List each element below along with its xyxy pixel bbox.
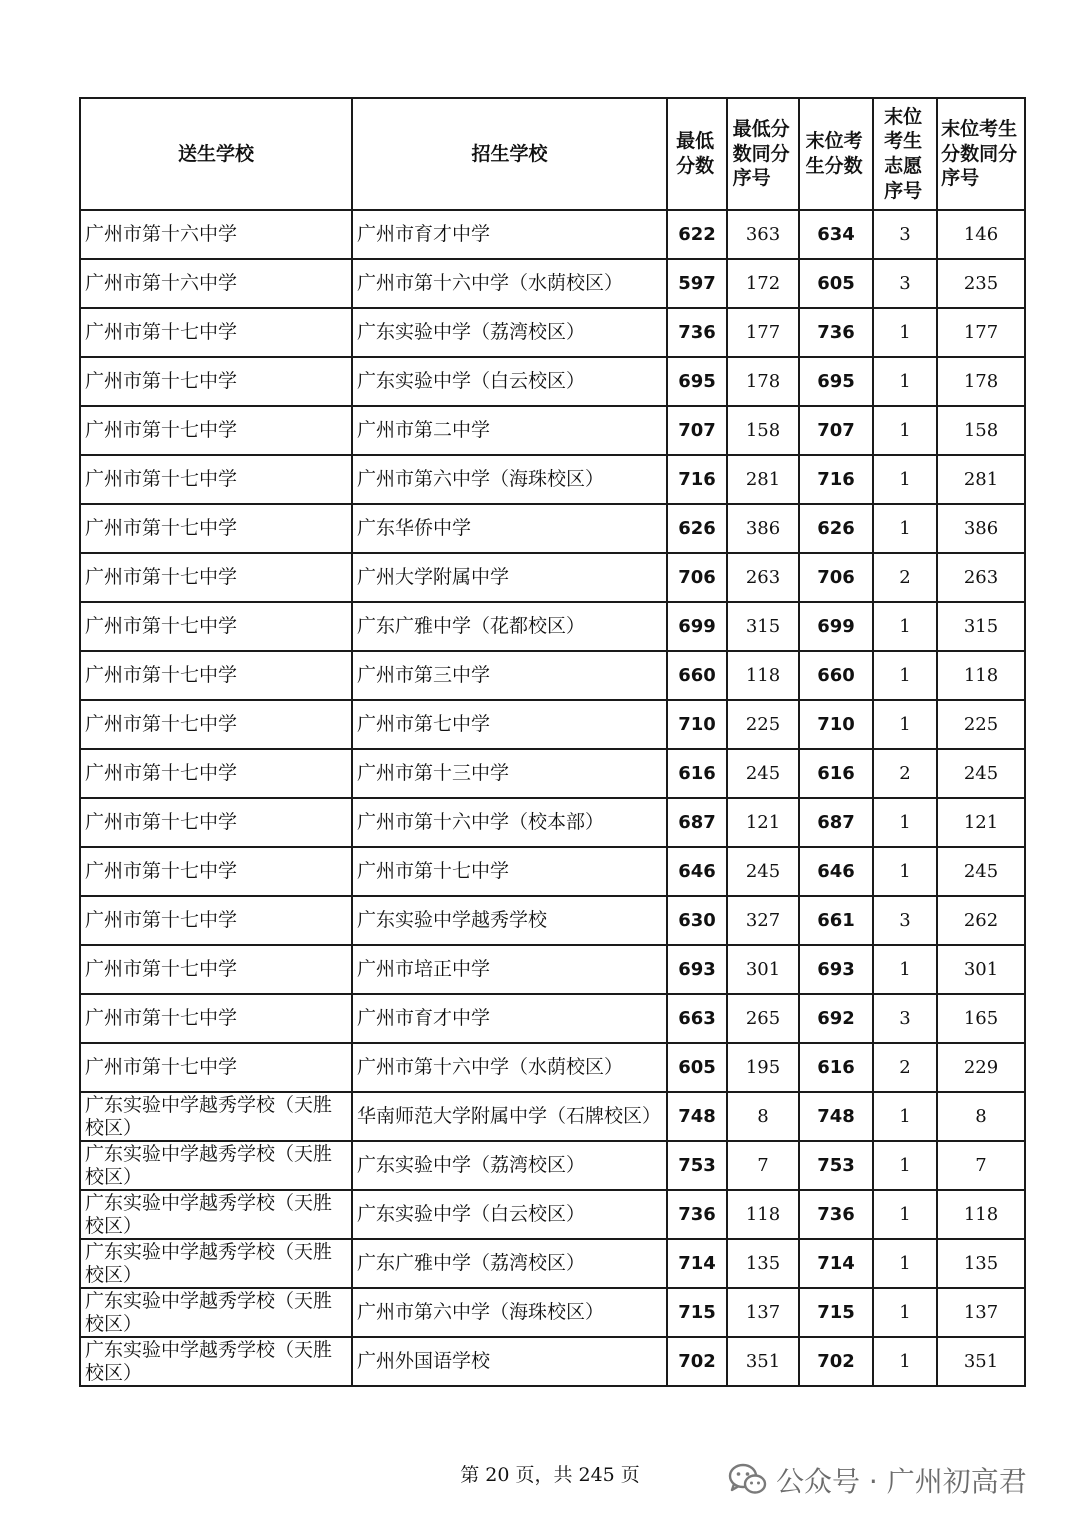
- table-row: [80, 1288, 1025, 1337]
- last-score-cell: 715: [799, 1288, 873, 1337]
- admitting-school-cell: 广东广雅中学（花都校区）: [352, 602, 667, 651]
- last-score-cell: 634: [799, 210, 873, 259]
- watermark: [728, 1458, 1027, 1502]
- sending-school-cell: 广州市第十七中学: [80, 357, 352, 406]
- min-score-tie-rank-cell: 245: [727, 847, 799, 896]
- sending-school-cell: 广东实验中学越秀学校（天胜校区）: [80, 1092, 352, 1141]
- admitting-school-cell: 广州大学附属中学: [352, 553, 667, 602]
- min-score-tie-rank-cell: 195: [727, 1043, 799, 1092]
- min-score-cell: 616: [667, 749, 727, 798]
- last-choice-rank-cell: 1: [873, 1239, 937, 1288]
- last-score-tie-rank-cell: 146: [937, 210, 1025, 259]
- sending-school-cell: 广州市第十六中学: [80, 210, 352, 259]
- table-row: [80, 210, 1025, 259]
- sending-school-cell: 广东实验中学越秀学校（天胜校区）: [80, 1239, 352, 1288]
- table-row: [80, 651, 1025, 700]
- sending-school-cell: 广州市第十七中学: [80, 1043, 352, 1092]
- last-choice-rank-cell: 1: [873, 602, 937, 651]
- min-score-tie-rank-cell: 327: [727, 896, 799, 945]
- table-row: [80, 896, 1025, 945]
- min-score-cell: 695: [667, 357, 727, 406]
- last-score-cell: 692: [799, 994, 873, 1043]
- min-score-cell: 748: [667, 1092, 727, 1141]
- last-score-tie-rank-cell: 121: [937, 798, 1025, 847]
- admitting-school-cell: 广州市第十六中学（水荫校区）: [352, 259, 667, 308]
- wechat-icon: [728, 1463, 768, 1497]
- sending-school-cell: 广东实验中学越秀学校（天胜校区）: [80, 1288, 352, 1337]
- last-score-tie-rank-cell: 165: [937, 994, 1025, 1043]
- table-body: [80, 210, 1025, 1386]
- header-last-score: 末位考生分数: [799, 98, 873, 210]
- last-score-tie-rank-cell: 245: [937, 847, 1025, 896]
- min-score-tie-rank-cell: 8: [727, 1092, 799, 1141]
- last-choice-rank-cell: 1: [873, 1141, 937, 1190]
- last-score-cell: 695: [799, 357, 873, 406]
- last-score-tie-rank-cell: 281: [937, 455, 1025, 504]
- last-score-cell: 710: [799, 700, 873, 749]
- min-score-tie-rank-cell: 135: [727, 1239, 799, 1288]
- min-score-cell: 699: [667, 602, 727, 651]
- admitting-school-cell: 广州市第十六中学（水荫校区）: [352, 1043, 667, 1092]
- last-score-tie-rank-cell: 225: [937, 700, 1025, 749]
- table-row: [80, 308, 1025, 357]
- last-score-tie-rank-cell: 263: [937, 553, 1025, 602]
- last-choice-rank-cell: 1: [873, 945, 937, 994]
- last-score-tie-rank-cell: 135: [937, 1239, 1025, 1288]
- last-score-cell: 748: [799, 1092, 873, 1141]
- last-choice-rank-cell: 3: [873, 896, 937, 945]
- last-score-cell: 616: [799, 1043, 873, 1092]
- min-score-cell: 706: [667, 553, 727, 602]
- last-choice-rank-cell: 3: [873, 994, 937, 1043]
- table-row: [80, 945, 1025, 994]
- min-score-cell: 753: [667, 1141, 727, 1190]
- admitting-school-cell: 广东实验中学越秀学校: [352, 896, 667, 945]
- admitting-school-cell: 广州市育才中学: [352, 210, 667, 259]
- sending-school-cell: 广州市第十七中学: [80, 308, 352, 357]
- table-row: [80, 1190, 1025, 1239]
- table-header-row: [80, 98, 1025, 210]
- last-choice-rank-cell: 3: [873, 210, 937, 259]
- min-score-tie-rank-cell: 301: [727, 945, 799, 994]
- min-score-tie-rank-cell: 363: [727, 210, 799, 259]
- min-score-cell: 687: [667, 798, 727, 847]
- admitting-school-cell: 广州市第二中学: [352, 406, 667, 455]
- table-row: [80, 553, 1025, 602]
- table-row: [80, 504, 1025, 553]
- table-row: [80, 1092, 1025, 1141]
- last-choice-rank-cell: 1: [873, 455, 937, 504]
- admitting-school-cell: 广东实验中学（白云校区）: [352, 1190, 667, 1239]
- last-choice-rank-cell: 1: [873, 406, 937, 455]
- admitting-school-cell: 广东实验中学（荔湾校区）: [352, 1141, 667, 1190]
- admitting-school-cell: 广州市第三中学: [352, 651, 667, 700]
- last-score-tie-rank-cell: 137: [937, 1288, 1025, 1337]
- min-score-tie-rank-cell: 177: [727, 308, 799, 357]
- min-score-cell: 707: [667, 406, 727, 455]
- sending-school-cell: 广州市第十七中学: [80, 455, 352, 504]
- last-score-cell: 707: [799, 406, 873, 455]
- last-score-cell: 714: [799, 1239, 873, 1288]
- table-row: [80, 406, 1025, 455]
- last-score-tie-rank-cell: 178: [937, 357, 1025, 406]
- min-score-tie-rank-cell: 158: [727, 406, 799, 455]
- table-row: [80, 1337, 1025, 1386]
- min-score-tie-rank-cell: 172: [727, 259, 799, 308]
- last-score-tie-rank-cell: 301: [937, 945, 1025, 994]
- last-score-cell: 661: [799, 896, 873, 945]
- min-score-cell: 646: [667, 847, 727, 896]
- last-choice-rank-cell: 2: [873, 553, 937, 602]
- last-score-cell: 605: [799, 259, 873, 308]
- last-score-cell: 706: [799, 553, 873, 602]
- admitting-school-cell: 广州市第六中学（海珠校区）: [352, 455, 667, 504]
- min-score-cell: 715: [667, 1288, 727, 1337]
- last-score-tie-rank-cell: 7: [937, 1141, 1025, 1190]
- last-score-cell: 699: [799, 602, 873, 651]
- min-score-cell: 710: [667, 700, 727, 749]
- min-score-tie-rank-cell: 118: [727, 651, 799, 700]
- min-score-tie-rank-cell: 7: [727, 1141, 799, 1190]
- last-choice-rank-cell: 3: [873, 259, 937, 308]
- table-row: [80, 455, 1025, 504]
- admitting-school-cell: 广东广雅中学（荔湾校区）: [352, 1239, 667, 1288]
- last-score-tie-rank-cell: 177: [937, 308, 1025, 357]
- sending-school-cell: 广东实验中学越秀学校（天胜校区）: [80, 1190, 352, 1239]
- min-score-tie-rank-cell: 118: [727, 1190, 799, 1239]
- last-choice-rank-cell: 1: [873, 1337, 937, 1386]
- last-score-tie-rank-cell: 229: [937, 1043, 1025, 1092]
- last-score-tie-rank-cell: 245: [937, 749, 1025, 798]
- min-score-cell: 714: [667, 1239, 727, 1288]
- last-score-cell: 716: [799, 455, 873, 504]
- min-score-cell: 702: [667, 1337, 727, 1386]
- table-row: [80, 259, 1025, 308]
- last-score-tie-rank-cell: 315: [937, 602, 1025, 651]
- min-score-tie-rank-cell: 225: [727, 700, 799, 749]
- watermark-text: 公众号 · 广州初高君: [776, 1465, 1027, 1498]
- table-row: [80, 357, 1025, 406]
- last-choice-rank-cell: 1: [873, 798, 937, 847]
- last-score-tie-rank-cell: 351: [937, 1337, 1025, 1386]
- last-choice-rank-cell: 1: [873, 504, 937, 553]
- header-min-score: 最低分数: [667, 98, 727, 210]
- last-score-cell: 736: [799, 308, 873, 357]
- table-row: [80, 847, 1025, 896]
- last-choice-rank-cell: 1: [873, 1288, 937, 1337]
- min-score-tie-rank-cell: 386: [727, 504, 799, 553]
- admitting-school-cell: 广州外国语学校: [352, 1337, 667, 1386]
- header-sending-school: 送生学校: [80, 98, 352, 210]
- sending-school-cell: 广东实验中学越秀学校（天胜校区）: [80, 1337, 352, 1386]
- admitting-school-cell: 广州市育才中学: [352, 994, 667, 1043]
- admission-table: [79, 97, 1026, 1387]
- last-score-cell: 660: [799, 651, 873, 700]
- min-score-cell: 716: [667, 455, 727, 504]
- sending-school-cell: 广州市第十七中学: [80, 847, 352, 896]
- admitting-school-cell: 华南师范大学附属中学（石牌校区）: [352, 1092, 667, 1141]
- table-row: [80, 1239, 1025, 1288]
- sending-school-cell: 广州市第十七中学: [80, 994, 352, 1043]
- sending-school-cell: 广州市第十七中学: [80, 553, 352, 602]
- sending-school-cell: 广州市第十七中学: [80, 896, 352, 945]
- sending-school-cell: 广州市第十七中学: [80, 749, 352, 798]
- sending-school-cell: 广州市第十七中学: [80, 651, 352, 700]
- admitting-school-cell: 广州市第十七中学: [352, 847, 667, 896]
- sending-school-cell: 广东实验中学越秀学校（天胜校区）: [80, 1141, 352, 1190]
- sending-school-cell: 广州市第十七中学: [80, 602, 352, 651]
- last-choice-rank-cell: 1: [873, 1190, 937, 1239]
- min-score-tie-rank-cell: 137: [727, 1288, 799, 1337]
- min-score-cell: 693: [667, 945, 727, 994]
- table-row: [80, 1043, 1025, 1092]
- last-choice-rank-cell: 1: [873, 308, 937, 357]
- header-min-score-tie-rank: 最低分数同分序号: [727, 98, 799, 210]
- last-score-cell: 646: [799, 847, 873, 896]
- last-choice-rank-cell: 1: [873, 700, 937, 749]
- last-choice-rank-cell: 1: [873, 1092, 937, 1141]
- min-score-cell: 605: [667, 1043, 727, 1092]
- last-choice-rank-cell: 1: [873, 651, 937, 700]
- table-row: [80, 602, 1025, 651]
- page-number: 第 20 页，共 245 页: [460, 1464, 640, 1486]
- last-score-tie-rank-cell: 118: [937, 1190, 1025, 1239]
- admitting-school-cell: 广州市培正中学: [352, 945, 667, 994]
- min-score-cell: 597: [667, 259, 727, 308]
- min-score-tie-rank-cell: 315: [727, 602, 799, 651]
- header-last-choice-rank: 末位考生志愿序号: [873, 98, 937, 210]
- admitting-school-cell: 广东实验中学（荔湾校区）: [352, 308, 667, 357]
- admitting-school-cell: 广州市第十六中学（校本部）: [352, 798, 667, 847]
- min-score-cell: 736: [667, 308, 727, 357]
- last-score-cell: 616: [799, 749, 873, 798]
- min-score-cell: 660: [667, 651, 727, 700]
- last-score-cell: 687: [799, 798, 873, 847]
- sending-school-cell: 广州市第十六中学: [80, 259, 352, 308]
- min-score-tie-rank-cell: 265: [727, 994, 799, 1043]
- admitting-school-cell: 广东实验中学（白云校区）: [352, 357, 667, 406]
- last-score-tie-rank-cell: 158: [937, 406, 1025, 455]
- last-choice-rank-cell: 2: [873, 749, 937, 798]
- min-score-cell: 736: [667, 1190, 727, 1239]
- admitting-school-cell: 广东华侨中学: [352, 504, 667, 553]
- sending-school-cell: 广州市第十七中学: [80, 406, 352, 455]
- table-row: [80, 798, 1025, 847]
- sending-school-cell: 广州市第十七中学: [80, 700, 352, 749]
- table-row: [80, 1141, 1025, 1190]
- min-score-tie-rank-cell: 121: [727, 798, 799, 847]
- admitting-school-cell: 广州市第六中学（海珠校区）: [352, 1288, 667, 1337]
- min-score-cell: 663: [667, 994, 727, 1043]
- sending-school-cell: 广州市第十七中学: [80, 504, 352, 553]
- sending-school-cell: 广州市第十七中学: [80, 798, 352, 847]
- last-score-cell: 702: [799, 1337, 873, 1386]
- admitting-school-cell: 广州市第十三中学: [352, 749, 667, 798]
- min-score-tie-rank-cell: 351: [727, 1337, 799, 1386]
- admitting-school-cell: 广州市第七中学: [352, 700, 667, 749]
- last-score-cell: 693: [799, 945, 873, 994]
- min-score-cell: 626: [667, 504, 727, 553]
- last-score-tie-rank-cell: 118: [937, 651, 1025, 700]
- header-last-score-tie-rank: 末位考生分数同分序号: [937, 98, 1025, 210]
- last-choice-rank-cell: 1: [873, 847, 937, 896]
- min-score-cell: 622: [667, 210, 727, 259]
- min-score-cell: 630: [667, 896, 727, 945]
- min-score-tie-rank-cell: 263: [727, 553, 799, 602]
- last-score-tie-rank-cell: 386: [937, 504, 1025, 553]
- header-admitting-school: 招生学校: [352, 98, 667, 210]
- table-row: [80, 700, 1025, 749]
- min-score-tie-rank-cell: 281: [727, 455, 799, 504]
- last-score-cell: 626: [799, 504, 873, 553]
- last-score-cell: 753: [799, 1141, 873, 1190]
- last-choice-rank-cell: 2: [873, 1043, 937, 1092]
- sending-school-cell: 广州市第十七中学: [80, 945, 352, 994]
- last-score-tie-rank-cell: 262: [937, 896, 1025, 945]
- min-score-tie-rank-cell: 178: [727, 357, 799, 406]
- table-row: [80, 994, 1025, 1043]
- last-score-cell: 736: [799, 1190, 873, 1239]
- table-row: [80, 749, 1025, 798]
- last-score-tie-rank-cell: 8: [937, 1092, 1025, 1141]
- last-choice-rank-cell: 1: [873, 357, 937, 406]
- last-score-tie-rank-cell: 235: [937, 259, 1025, 308]
- min-score-tie-rank-cell: 245: [727, 749, 799, 798]
